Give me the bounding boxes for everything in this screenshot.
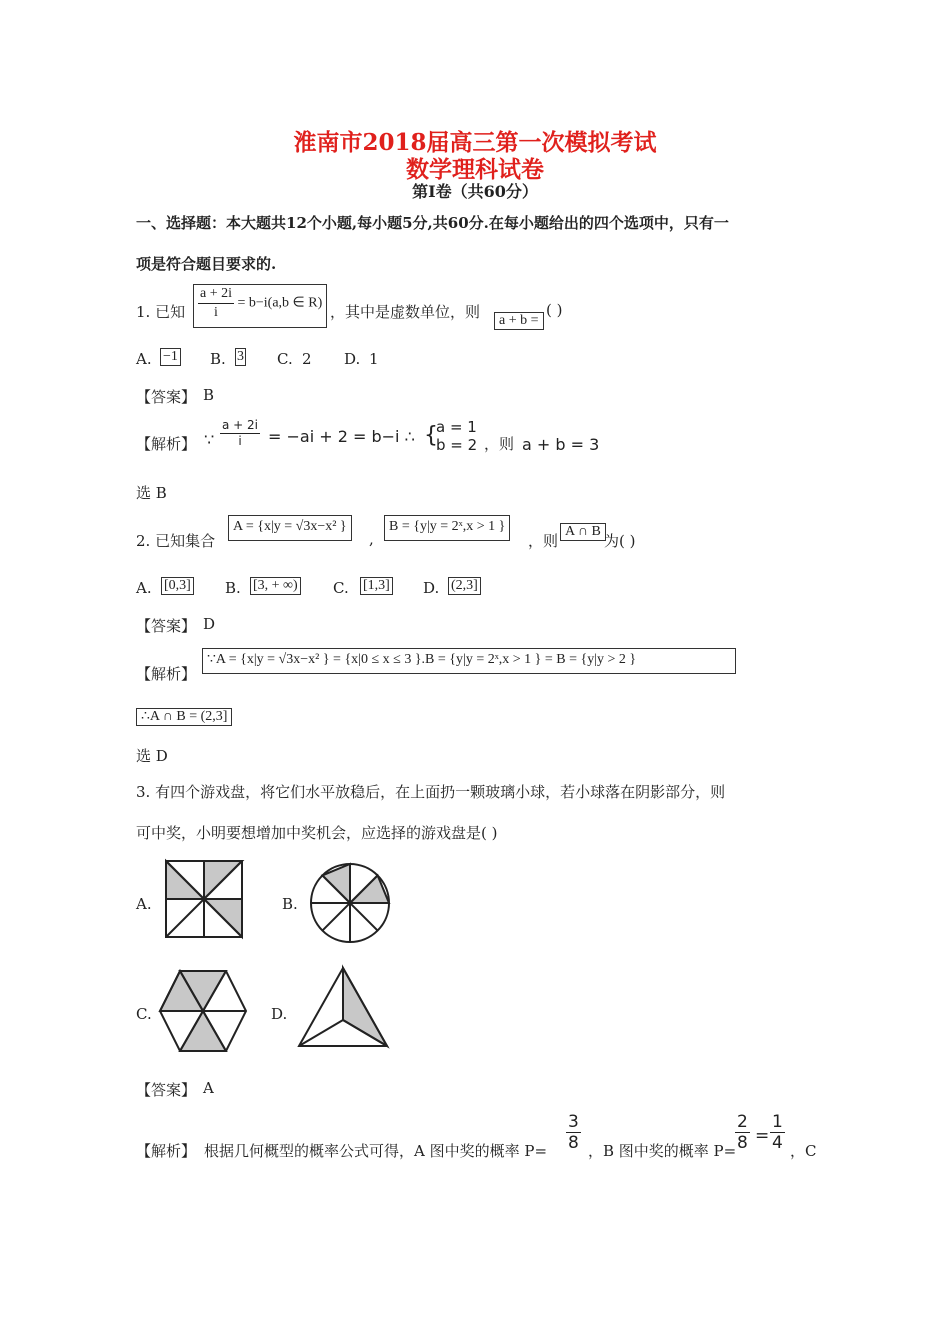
- q3-prob-b-simplified: [770, 1112, 785, 1153]
- q1-option-d-label: D.: [344, 350, 361, 368]
- q2-set-a-box: A = {x|y = √3x−x² }: [228, 515, 352, 541]
- doc-title: 淮南市2018届高三第一次模拟考试: [293, 129, 657, 156]
- q2-then: ，则: [528, 532, 559, 550]
- q1-analysis-frac-num: a + 2i: [222, 418, 259, 432]
- q2-option-d-label: D.: [423, 579, 440, 597]
- q3-analysis-text1: 根据几何概型的概率公式可得，A 图中奖的概率 P=: [204, 1142, 548, 1160]
- instructions-line2: 项是符合题目要求的.: [136, 255, 277, 273]
- q2-conclusion-box: ∴A ∩ B = (2,3]: [136, 708, 232, 726]
- q3-prob-a: [566, 1112, 581, 1153]
- q3-option-b-label: B.: [282, 895, 298, 913]
- q2-answer-label: 【答案】: [136, 617, 197, 635]
- q3-prob-b-num: 2: [737, 1112, 748, 1132]
- q1-system-line2: b = 2: [436, 436, 478, 454]
- doc-subtitle: 数学理科试卷: [406, 156, 544, 183]
- q1-mid: ，其中是虚数单位，则: [330, 303, 481, 321]
- q1-analysis-frac-den: i: [238, 434, 242, 448]
- q3-prob-a-num: 3: [568, 1112, 579, 1132]
- q2-prefix: 2. 已知集合: [136, 532, 216, 550]
- q3-line2: 可中奖，小明要想增加中奖机会，应选择的游戏盘是( ): [136, 824, 498, 842]
- q1-system-line1: a = 1: [436, 418, 477, 436]
- q3-analysis-text3: ，C: [790, 1142, 817, 1160]
- q1-option-b-label: B.: [210, 350, 226, 368]
- q2-option-c-value: [1,3]: [360, 577, 393, 595]
- q1-option-c-value: 2: [302, 350, 312, 368]
- q1-paren: ( ): [546, 301, 563, 319]
- q2-choose: 选 D: [136, 747, 168, 765]
- q3-analysis-text2: ，B 图中奖的概率 P=: [588, 1142, 737, 1160]
- q1-rhs: = b−i(a,b ∈ R): [237, 295, 323, 311]
- q1-equation-box: [193, 284, 327, 328]
- q1-answer: B: [203, 386, 215, 404]
- q2-analysis-label: 【解析】: [136, 665, 197, 683]
- q2-comma: ,: [369, 530, 374, 548]
- q1-option-d-value: 1: [369, 350, 379, 368]
- board-d-triangle-icon: [295, 962, 395, 1052]
- q1-option-b-value: 3: [237, 349, 244, 364]
- q3-prob-b-den: 8: [737, 1133, 748, 1153]
- q2-set-b-box: B = {y|y = 2ˣ,x > 1 }: [384, 515, 510, 541]
- q2-option-a-value: [0,3]: [161, 577, 194, 595]
- board-a-square-icon: [160, 855, 250, 945]
- q1-option-a-label: A.: [136, 350, 152, 368]
- q1-analysis-label: 【解析】: [136, 435, 197, 453]
- q1-frac-num: a + 2i: [198, 285, 234, 304]
- q1-since: ∵: [204, 430, 215, 449]
- q1-answer-label: 【答案】: [136, 388, 197, 406]
- q2-analysis-box: ∵A = {x|y = √3x−x² } = {x|0 ≤ x ≤ 3 }.B = {y|y = 2ˣ,x > 1 } = B = {y|y > 2 }: [202, 648, 736, 674]
- q2-ask-box: A ∩ B: [560, 523, 606, 541]
- q2-option-a-label: A.: [136, 579, 152, 597]
- board-b-circle-icon: [305, 858, 395, 948]
- q3-prob-b-simplified-num: 1: [772, 1112, 783, 1132]
- section-title: 第I卷（共60分）: [412, 182, 538, 201]
- q1-frac-den: i: [214, 305, 218, 320]
- q1-prefix: 1. 已知: [136, 303, 186, 321]
- q3-prob-b: [735, 1112, 750, 1153]
- q3-prob-eq: =: [755, 1126, 770, 1146]
- q1-option-c-label: C.: [277, 350, 293, 368]
- q1-result: a + b = 3: [522, 435, 600, 454]
- q1-analysis-frac: [220, 418, 260, 449]
- q1-choose: 选 B: [136, 484, 167, 502]
- q2-option-d-value: (2,3]: [448, 577, 481, 595]
- q3-prob-a-den: 8: [568, 1133, 579, 1153]
- q1-ask-box: a + b =: [494, 312, 544, 330]
- q1-brace: {: [424, 423, 438, 448]
- q2-suffix: 为( ): [604, 532, 636, 550]
- q2-option-b-value: [3, + ∞): [250, 577, 301, 595]
- q1-then: ，则: [484, 435, 515, 453]
- q3-analysis-label: 【解析】: [136, 1142, 197, 1160]
- q3-answer-label: 【答案】: [136, 1081, 197, 1099]
- q3-option-c-label: C.: [136, 1005, 152, 1023]
- instructions-line1: 一、选择题：本大题共12个小题,每小题5分,共60分.在每小题给出的四个选项中，只有一: [136, 214, 729, 232]
- q1-option-a-value: −1: [160, 348, 181, 366]
- q3-option-a-label: A.: [136, 895, 152, 913]
- q3-option-d-label: D.: [271, 1005, 288, 1023]
- q2-option-b-label: B.: [225, 579, 241, 597]
- q3-line1: 3. 有四个游戏盘，将它们水平放稳后，在上面扔一颗玻璃小球，若小球落在阴影部分，则: [136, 783, 726, 801]
- q1-system: [436, 418, 477, 454]
- q3-prob-b-simplified-den: 4: [772, 1133, 783, 1153]
- q2-answer: D: [203, 615, 216, 633]
- q1-analysis-eq: = −ai + 2 = b−i ∴: [268, 427, 415, 446]
- q2-option-c-label: C.: [333, 579, 349, 597]
- q3-answer: A: [203, 1079, 214, 1097]
- board-c-hexagon-icon: [158, 965, 248, 1057]
